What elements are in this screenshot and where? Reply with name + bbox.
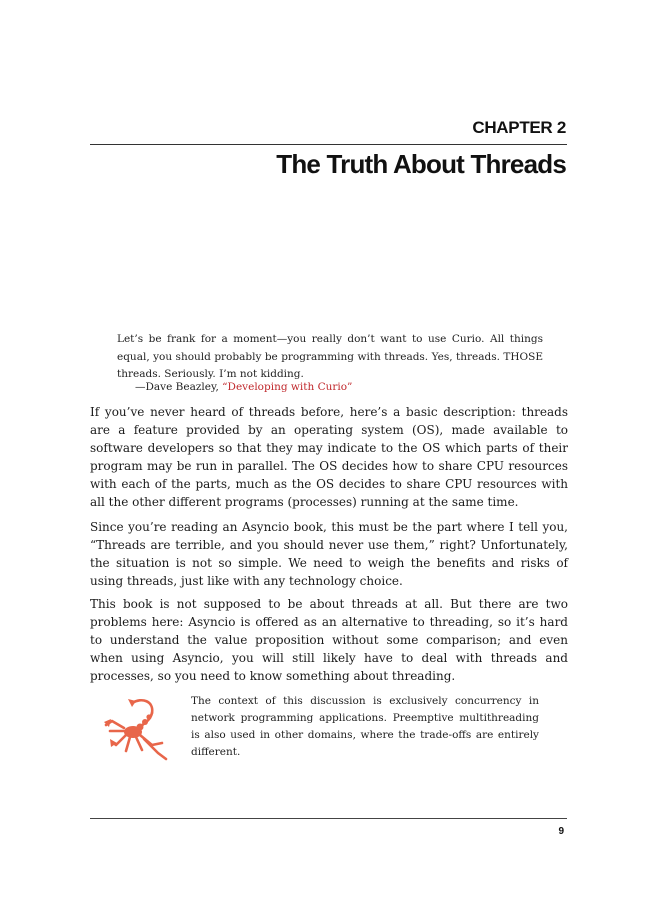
epigraph-author: —Dave Beazley, [135,381,223,393]
epigraph-quote: Let’s be frank for a moment—you really don’t want to use Curio. All things equal, you should probably be programming with threads. Yes, threads. THOSE threads. Seriously. I’m not kidding. [117,333,543,380]
chapter-title: The Truth About Threads [276,149,566,179]
scorpion-icon [102,695,172,761]
body-paragraph-2: Since you’re reading an Asyncio book, this must be the part where I tell you, “Threads are terrible, and you should never use them,” right? Unfortunately, the situation is not so simple. We need to weigh the benefits and risks of using threads, just like with any technology choice. [90,520,568,588]
body-paragraph-3: This book is not supposed to be about threads at all. But there are two problems here: Asyncio is offered as an alternative to threading, so it’s hard to understand the value proposition without some comparison; and even when using Asyncio, you will still likely have to deal with threads and processes, so you need to know something about threading. [90,597,568,683]
footer-rule [90,818,567,819]
epigraph-attribution [135,381,352,393]
page-number: 9 [558,826,564,837]
header-rule [90,144,567,145]
epigraph-source-link[interactable]: “Developing with Curio” [222,381,353,393]
note-text: The context of this discussion is exclusively concurrency in network programming applications. Preemptive multithreading is also used in other domains, where the trade-offs are entirely different. [191,695,539,758]
chapter-label: CHAPTER 2 [472,118,566,137]
body-paragraph-1: If you’ve never heard of threads before, here’s a basic description: threads are a feature provided by an operating system (OS), made available to software developers so that they may indicate to the OS which parts of their program may be run in parallel. The OS decides how to share CPU resources with each of the parts, much as the OS decides to share CPU resources with all the other different programs (processes) running at the same time. [90,405,568,509]
